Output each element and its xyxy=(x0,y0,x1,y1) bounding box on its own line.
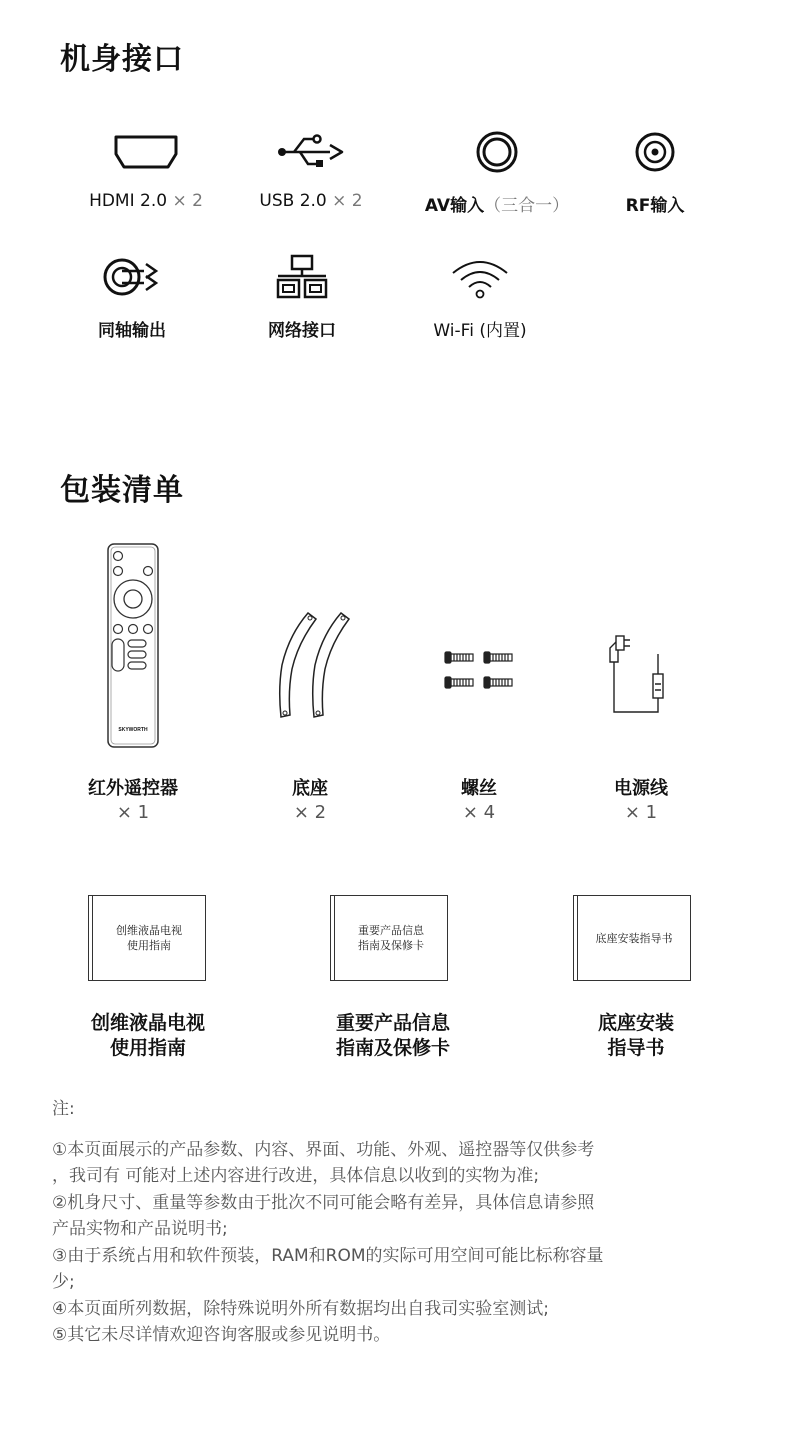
notes-line: ②机身尺寸、重量等参数由于批次不同可能会略有差异，具体信息请参照 xyxy=(52,1192,595,1213)
manual-name-line2: 指导书 xyxy=(607,1037,665,1059)
package-item-screws-name: 螺丝 xyxy=(461,778,497,799)
manual-cover-line1: 重要产品信息 xyxy=(358,924,424,937)
notes-line: ⑤其它未尽详情欢迎咨询客服或参见说明书。 xyxy=(52,1325,391,1345)
manual-name-user-guide xyxy=(38,1011,258,1061)
coaxial-output-icon xyxy=(52,252,212,302)
port-usb-label: USB 2.0 xyxy=(259,191,327,211)
notes-line: 产品实物和产品说明书; xyxy=(52,1219,228,1239)
rf-port-icon xyxy=(575,127,735,177)
manual-name-line2: 使用指南 xyxy=(109,1037,186,1059)
package-item-screws-qty: × 4 xyxy=(462,802,496,823)
notes-heading: 注: xyxy=(52,1099,75,1119)
notes-line: ④本页面所列数据，除特殊说明外所有数据均出自我司实验室测试; xyxy=(52,1298,549,1319)
usb-icon xyxy=(231,127,391,177)
notes-section xyxy=(52,1096,742,1349)
manual-cover-line2: 使用指南 xyxy=(127,939,171,952)
package-title: 包装清单 xyxy=(60,473,184,508)
port-network-label: 网络接口 xyxy=(268,321,336,341)
remote-brand-text: SKYWORTH xyxy=(118,727,148,733)
package-item-power-cord-name: 电源线 xyxy=(614,778,668,799)
manual-name-line2: 指南及保修卡 xyxy=(335,1037,450,1059)
manual-cover-warranty xyxy=(330,895,448,981)
port-coaxial xyxy=(52,252,212,341)
remote-control-icon xyxy=(107,543,159,748)
port-network xyxy=(222,252,382,341)
notes-line: 少; xyxy=(52,1272,75,1292)
manual-name-line1: 底座安装 xyxy=(597,1012,674,1034)
screws-icon xyxy=(443,647,517,693)
package-item-stand-qty: × 2 xyxy=(293,802,327,823)
package-item-stand-name: 底座 xyxy=(292,778,328,799)
port-rf xyxy=(575,127,735,216)
manual-name-warranty xyxy=(283,1011,503,1061)
package-item-remote-qty: × 1 xyxy=(116,802,150,823)
port-usb-count: × 2 xyxy=(326,191,363,211)
interfaces-title: 机身接口 xyxy=(60,42,184,77)
manual-cover-line1: 底座安装指导书 xyxy=(595,931,673,945)
hdmi-port-icon xyxy=(66,127,226,177)
package-item-stand xyxy=(225,774,395,823)
manual-cover-user-guide xyxy=(88,895,206,981)
port-av-note: （三合一） xyxy=(484,196,570,216)
notes-line: ③由于系统占用和软件预装，RAM和ROM的实际可用空间可能比标称容量 xyxy=(52,1245,604,1266)
port-coaxial-label: 同轴输出 xyxy=(98,321,166,341)
manual-name-line1: 创维液晶电视 xyxy=(90,1012,205,1034)
notes-line: ，我司有 可能对上述内容进行改进，具体信息以收到的实物为准; xyxy=(52,1166,540,1186)
manual-name-stand-install xyxy=(526,1011,746,1061)
stand-feet-icon xyxy=(272,609,356,721)
port-hdmi xyxy=(66,127,226,211)
power-cord-icon xyxy=(604,632,674,718)
port-hdmi-label: HDMI 2.0 xyxy=(89,191,168,211)
package-item-remote-name: 红外遥控器 xyxy=(88,778,178,799)
port-av-label: AV输入 xyxy=(424,196,485,216)
notes-line: ①本页面展示的产品参数、内容、界面、功能、外观、遥控器等仅供参考 xyxy=(52,1139,595,1160)
port-wifi xyxy=(400,252,560,341)
wifi-icon xyxy=(400,252,560,302)
package-item-screws xyxy=(394,774,564,823)
manual-cover-stand-install xyxy=(573,895,691,981)
port-usb xyxy=(231,127,391,211)
port-rf-label: RF输入 xyxy=(625,196,685,216)
port-hdmi-count: × 2 xyxy=(167,191,203,211)
manual-cover-line1: 创维液晶电视 xyxy=(116,924,182,937)
manual-cover-line2: 指南及保修卡 xyxy=(358,939,424,952)
manual-name-line1: 重要产品信息 xyxy=(335,1012,450,1034)
port-wifi-label: Wi-Fi (内置) xyxy=(433,321,527,341)
av-port-icon xyxy=(417,127,577,177)
package-item-power-cord xyxy=(556,774,726,823)
package-item-remote xyxy=(48,774,218,823)
network-port-icon xyxy=(222,252,382,302)
package-item-power-cord-qty: × 1 xyxy=(624,802,658,823)
port-av xyxy=(417,127,577,216)
